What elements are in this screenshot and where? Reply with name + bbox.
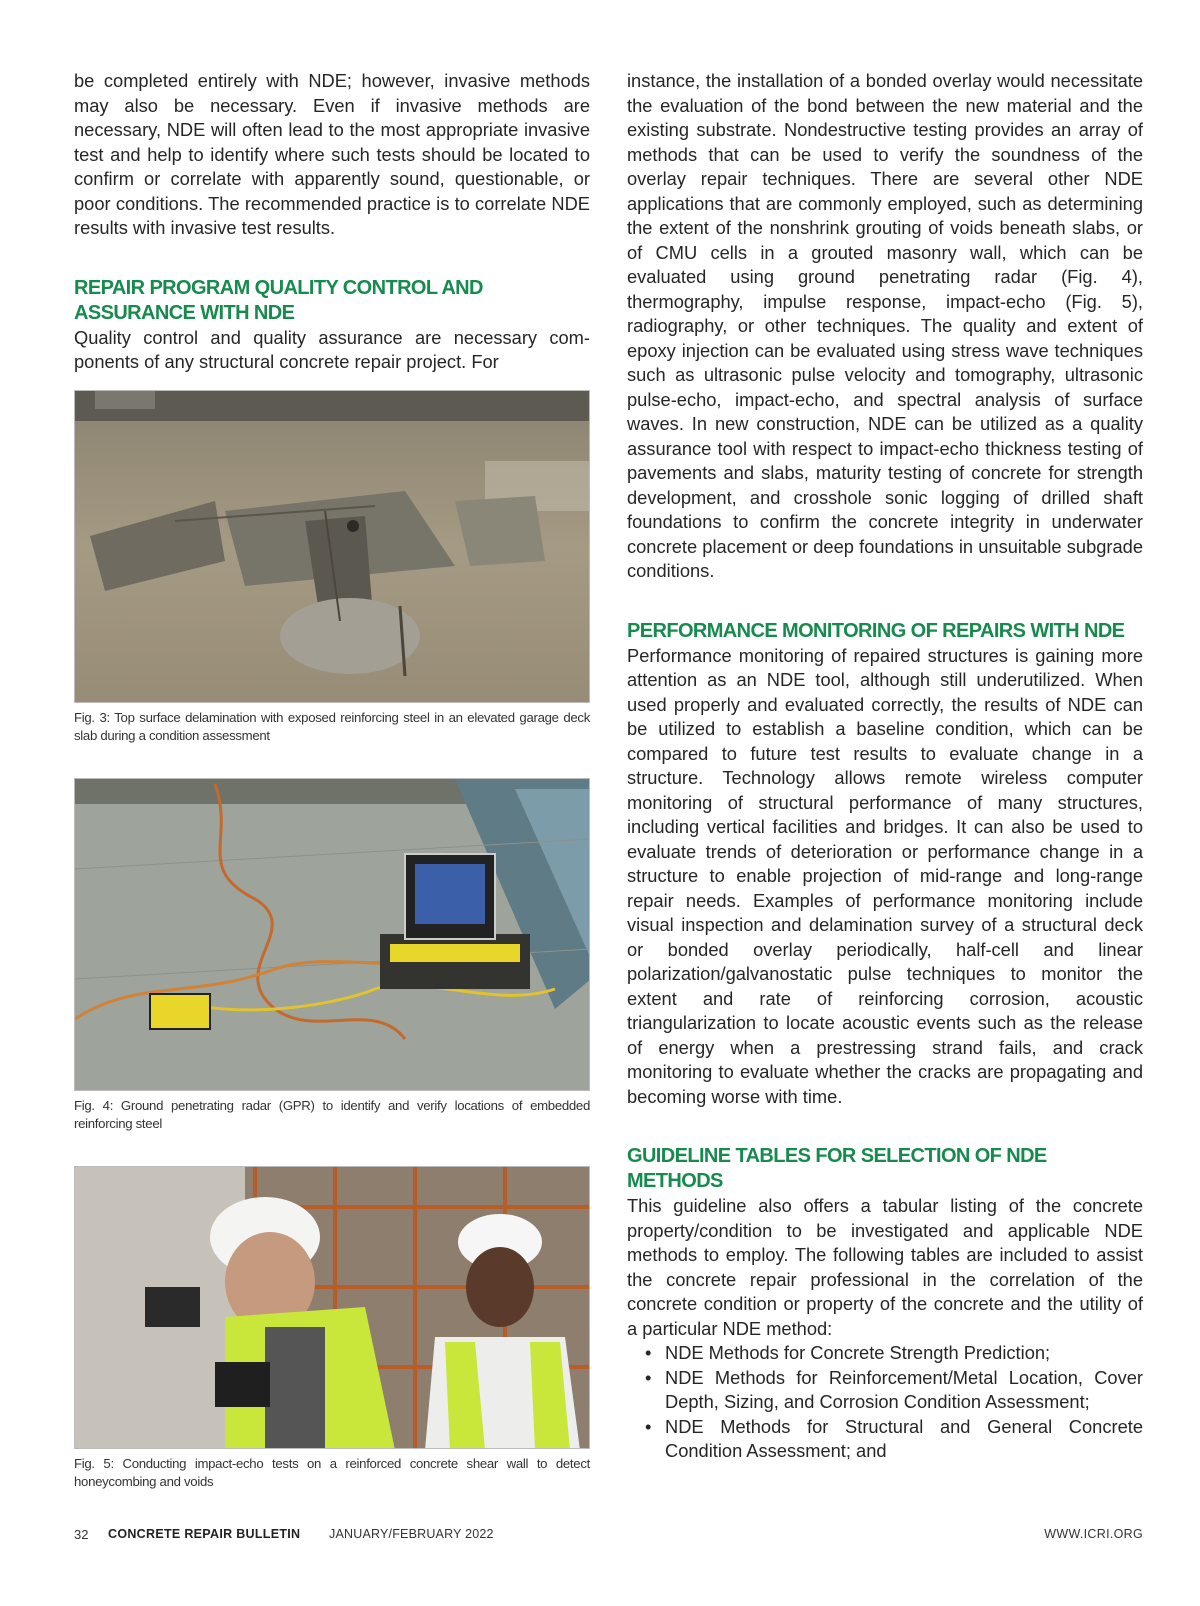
- website-link[interactable]: WWW.ICRI.ORG: [1044, 1527, 1143, 1541]
- figure-4-caption: Fig. 4: Ground penetrating radar (GPR) to identify and verify locations of embedded reinforcing steel: [74, 1097, 590, 1131]
- guideline-paragraph: This guideline also offers a tabular listing of the concrete property/condition to be investigated and applicable NDE methods to employ. The following tables are included to assist the concrete repair professional in the correlation of the concrete condition or property of the concrete and the utility of a particular NDE method:: [627, 1195, 1143, 1339]
- heading-guideline-tables: GUIDELINE TABLES FOR SELECTION OF NDE METHODS: [627, 1145, 1047, 1192]
- heading-quality-control: REPAIR PROGRAM QUALITY CONTROL AND ASSURANCE WITH NDE: [74, 276, 483, 324]
- performance-paragraph: Performance monitoring of repaired structures is gaining more attention as an NDE tool, although still underutilized. When used properly and evaluated correctly, the results of NDE can be utilized to establish a baseline condition, which can be compared to future test results to evaluate change in a structure. Technology allows remote wireless computer monitoring of structural performance of many structures, including vertical facilities and bridges. It can also be used to evaluate trends of deterioration or performance change in a structure to enable projection of mid-range and long-range repair needs. Examples of performance monitoring include visual inspection and delamination survey of a structural deck or bonded overlay periodically, half-cell and linear polarization/galvanostatic pulse techniques to monitor the extent and rate of reinforcing corrosion, acoustic triangularization to locate acoustic events such as the release of energy when a prestressing strand fails, and crack monitoring to evaluate whether the cracks are propagating and becoming worse with time.: [627, 644, 1143, 1107]
- delaminated-deck-image: [75, 391, 590, 703]
- impact-echo-test-image: [75, 1167, 590, 1449]
- issue-date: JANUARY/FEBRUARY 2022: [329, 1527, 494, 1541]
- list-item: • NDE Methods for Reinforcement/Metal Location, Cover Depth, Sizing, and Corrosion Condition Assessment;: [645, 1366, 1143, 1415]
- publication-name: CONCRETE REPAIR BULLETIN: [108, 1527, 301, 1541]
- gpr-scanner-image: [75, 779, 590, 1091]
- list-item: • NDE Methods for Concrete Strength Prediction;: [645, 1341, 1143, 1366]
- figure-5-photo: [74, 1166, 590, 1449]
- figure-5-caption: Fig. 5: Conducting impact-echo tests on a reinforced concrete shear wall to detect honeycombing and voids: [74, 1455, 590, 1489]
- page-footer: [74, 1527, 1143, 1545]
- figure-4-photo: [74, 778, 590, 1091]
- list-item: • NDE Methods for Structural and General Concrete Condition Assessment; and: [645, 1415, 1143, 1464]
- right-column: [627, 69, 1143, 1464]
- page-number: 32: [74, 1527, 89, 1542]
- continuation-paragraph: instance, the installation of a bonded overlay would necessitate the evaluation of the bond between the new material and the existing substrate. Nondestructive testing provides an array of methods that can be used to verify the soundness of the overlay repair techniques. There are several other NDE applications that are commonly employed, such as determining the extent of the nonshrink grouting of voids beneath slabs, or of CMU cells in a grouted masonry wall, which can be evaluated using ground penetrating radar (Fig. 4), thermography, impulse response, impact-echo (Fig. 5), radiography, or other techniques. The quality and extent of epoxy injection can be evaluated using stress wave techniques such as ultrasonic pulse velocity and tomography, ultrasonic pulse-echo, impact-echo, and spectral analysis of surface waves. In new construction, NDE can be utilized as a quality assurance tool with respect to impact-echo thickness testing of pavements and slabs, maturity testing of concrete for strength development, and crosshole sonic logging of drilled shaft foundations to confirm the concrete integrity in underwater concrete placement or deep foundations in unsuitable subgrade conditions.: [627, 70, 1143, 581]
- figure-3-photo: [74, 390, 590, 703]
- figure-4: [74, 778, 590, 1133]
- nde-methods-list: [627, 1341, 1143, 1464]
- intro-paragraph: be completed entirely with NDE; however, invasive methods may also be necessary. Even if invasive methods are necessary, NDE will often lead to the most appropriate invasive test and help to identify where such tests should be located to confirm or correlate with apparently sound, questionable, or poor conditions. The recommended practice is to correlate NDE results with invasive test results.: [74, 70, 590, 238]
- figure-5: [74, 1166, 590, 1491]
- left-column: [74, 69, 590, 1491]
- heading-performance-monitoring: PERFORMANCE MONITORING OF REPAIRS WITH NDE: [627, 619, 1125, 642]
- figure-3-caption: Fig. 3: Top surface delamination with exposed reinforcing steel in an elevated garage deck slab during a condition assessment: [74, 709, 590, 743]
- figure-3: [74, 390, 590, 745]
- quality-control-paragraph: Quality control and quality assurance are necessary components of any structural concrete repair project. For: [74, 326, 590, 372]
